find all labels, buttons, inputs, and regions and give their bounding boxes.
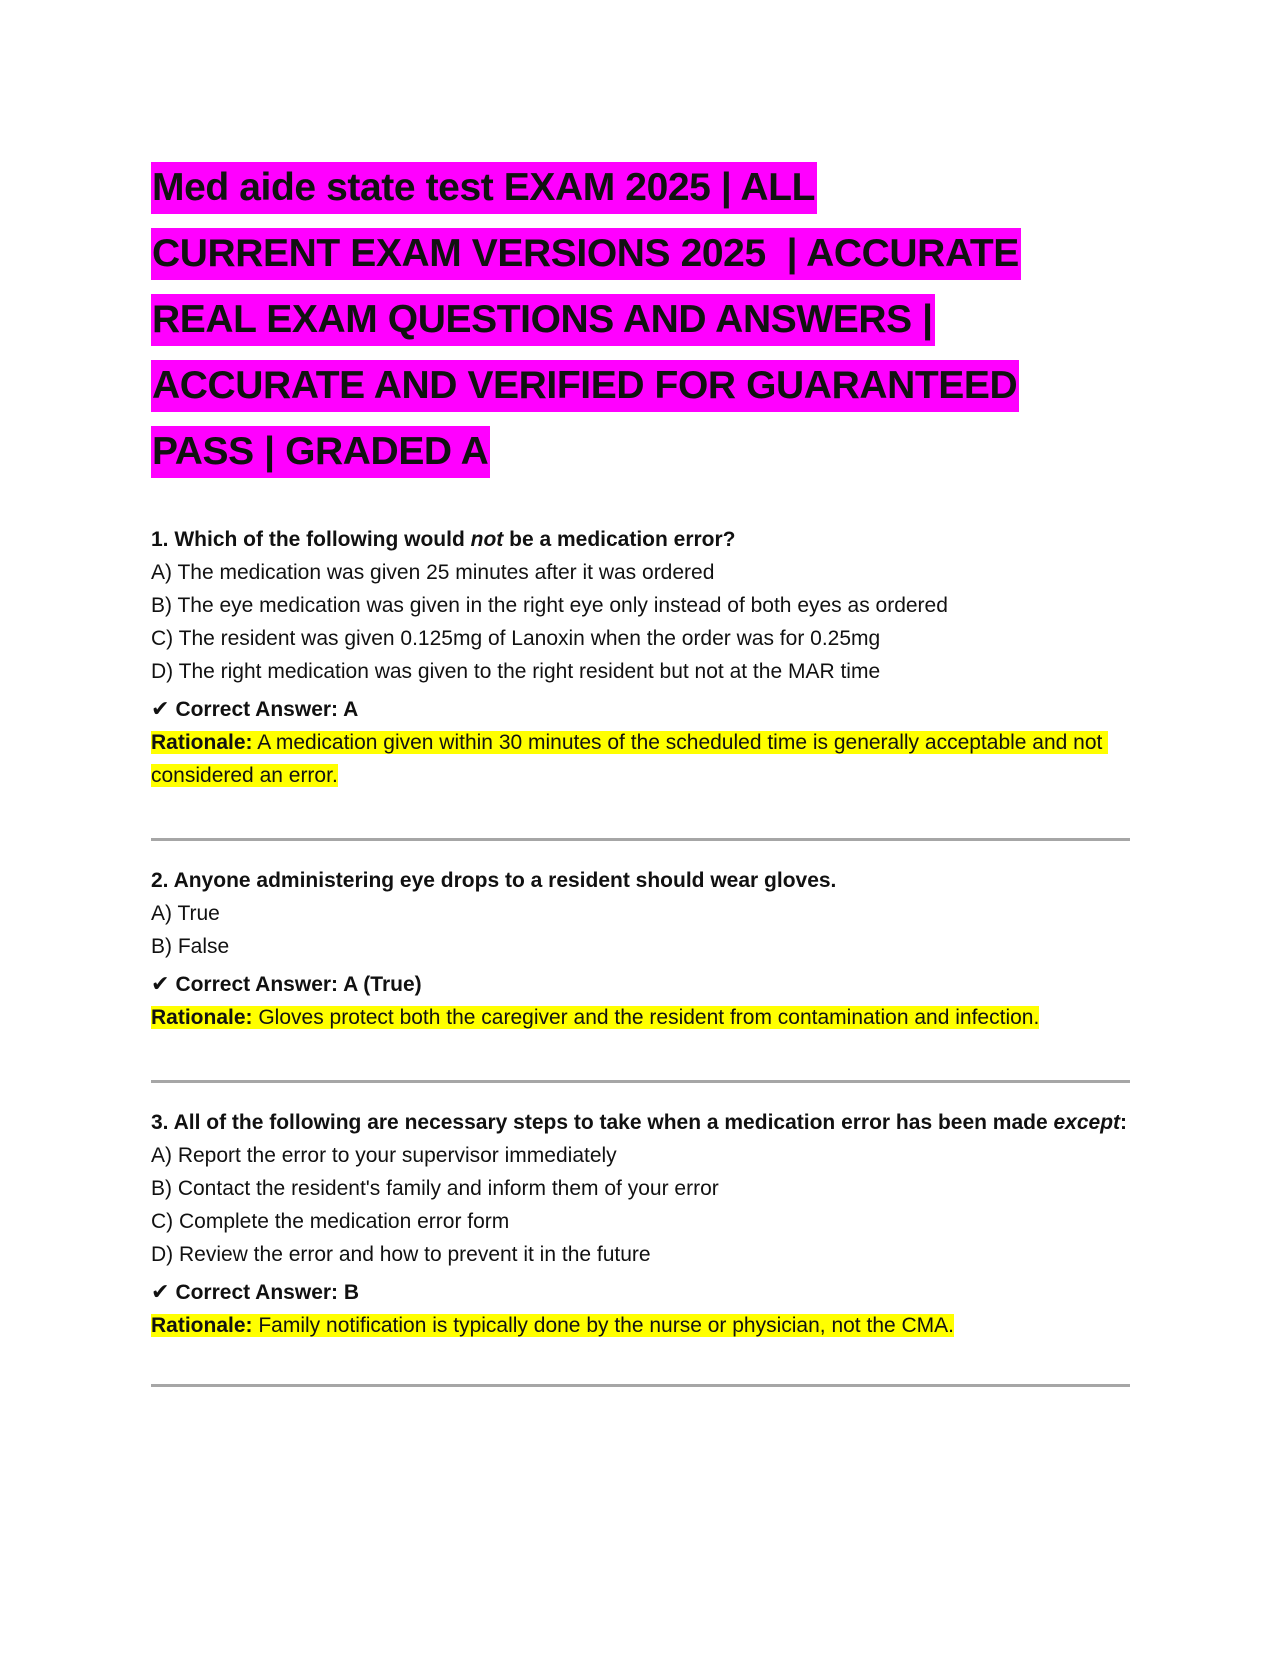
question-1 [151,523,1136,792]
question-1-answer [151,692,1136,726]
title-line-2: CURRENT EXAM VERSIONS 2025 | ACCURATE [151,228,1021,280]
question-1-rationale-text: A medication given within 30 minutes of the scheduled time is generally acceptable and not considered an error. [151,731,1109,787]
question-3-option-a: A) Report the error to your supervisor immediately [151,1144,617,1167]
question-1-answer-text: Correct Answer: A [175,698,359,721]
question-1-text [151,523,1136,556]
document-title [151,155,1136,485]
question-3-rationale [151,1309,1136,1342]
rationale-label: Rationale: [151,731,253,754]
document-page [151,155,1136,1387]
title-line-1: Med aide state test EXAM 2025 | ALL [151,162,817,214]
question-2-rationale-text: Gloves protect both the caregiver and the resident from contamination and infection. [252,1006,1040,1029]
question-1-option-b: B) The eye medication was given in the right eye only instead of both eyes as ordered [151,594,948,617]
question-2-option-b: B) False [151,935,230,958]
question-2-text [151,864,1136,897]
check-icon: ✔ [151,1279,170,1304]
question-2-prefix: 2. Anyone administering eye drops to a resident should wear gloves. [151,869,837,892]
question-2-answer-text: Correct Answer: A (True) [175,973,422,996]
question-1-option-d: D) The right medication was given to the right resident but not at the MAR time [151,660,881,683]
question-3-prefix: 3. All of the following are necessary steps to take when a medication error has been made [151,1111,1054,1134]
divider-1 [151,838,1130,841]
question-2-rationale [151,1001,1136,1034]
question-1-suffix: be a medication error? [503,528,736,551]
question-3-option-c: C) Complete the medication error form [151,1210,510,1233]
question-1-emphasis: not [470,528,504,551]
check-icon: ✔ [151,971,170,996]
question-3-rationale-text: Family notification is typically done by the nurse or physician, not the CMA. [252,1314,955,1337]
question-2-answer [151,967,1136,1001]
question-3-answer-text: Correct Answer: B [175,1281,360,1304]
divider-2 [151,1080,1130,1083]
question-3-text [151,1106,1136,1139]
divider-3 [151,1384,1130,1387]
question-1-prefix: 1. Which of the following would [151,528,471,551]
question-3-option-d: D) Review the error and how to prevent it in the future [151,1243,651,1266]
question-2 [151,864,1136,1034]
title-line-3: REAL EXAM QUESTIONS AND ANSWERS | [151,294,935,346]
question-1-option-a: A) The medication was given 25 minutes after it was ordered [151,561,715,584]
question-3 [151,1106,1136,1342]
rationale-label: Rationale: [151,1314,253,1337]
question-1-rationale [151,726,1136,792]
question-2-option-a: A) True [151,902,220,925]
question-3-answer [151,1275,1136,1309]
rationale-label: Rationale: [151,1006,253,1029]
question-3-option-b: B) Contact the resident's family and inform them of your error [151,1177,719,1200]
question-1-option-c: C) The resident was given 0.125mg of Lanoxin when the order was for 0.25mg [151,627,881,650]
title-line-5: PASS | GRADED A [151,426,490,478]
question-3-emphasis: except [1053,1111,1121,1134]
title-line-4: ACCURATE AND VERIFIED FOR GUARANTEED [151,360,1019,412]
check-icon: ✔ [151,696,170,721]
question-3-suffix: : [1120,1111,1128,1134]
